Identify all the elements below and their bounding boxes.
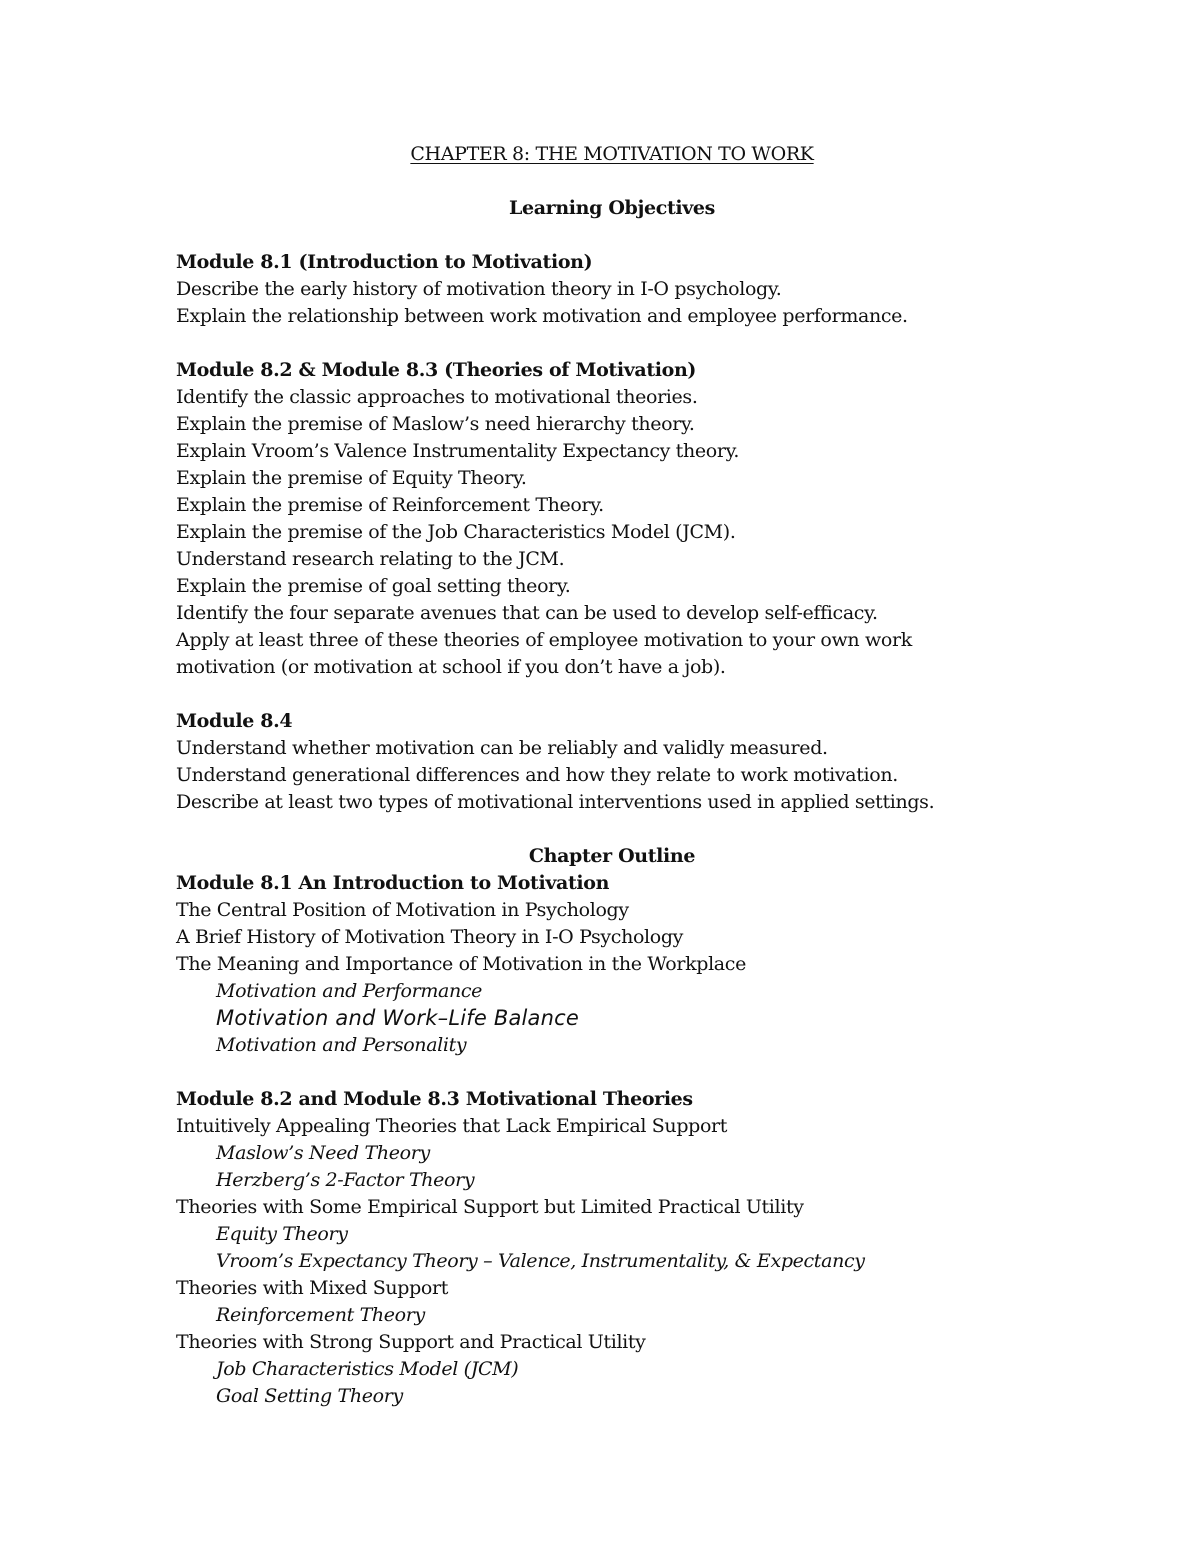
document-page xyxy=(176,141,1026,1410)
outline-subitem: Equity Theory xyxy=(216,1223,348,1245)
objective-item: Describe at least two types of motivational interventions used in applied settings. xyxy=(176,791,935,813)
spacer xyxy=(176,816,1026,843)
objective-item: Explain the premise of Maslow’s need hierarchy theory. xyxy=(176,413,695,435)
outline-item: The Meaning and Importance of Motivation in the Workplace xyxy=(176,953,746,975)
learning-objectives-heading: Learning Objectives xyxy=(508,197,716,219)
objective-item: Apply at least three of these theories of employee motivation to your own work motivation (or motivation at school if you don’t have a job). xyxy=(176,629,912,678)
outline-group: Theories with Mixed Support xyxy=(176,1277,449,1299)
objective-item: Describe the early history of motivation theory in I-O psychology. xyxy=(176,278,782,300)
module-heading: Module 8.2 & Module 8.3 (Theories of Motivation) xyxy=(176,359,697,381)
outline-subitem: Motivation and Work–Life Balance xyxy=(216,1006,579,1030)
objective-item: Explain the premise of the Job Characteristics Model (JCM). xyxy=(176,521,736,543)
outline-subitem: Job Characteristics Model (JCM) xyxy=(216,1358,519,1380)
objective-item: Understand generational differences and how they relate to work motivation. xyxy=(176,764,898,786)
outline-subitem: Goal Setting Theory xyxy=(216,1385,403,1407)
outline-group: Intuitively Appealing Theories that Lack Empirical Support xyxy=(176,1115,728,1137)
outline-subitem: Reinforcement Theory xyxy=(216,1304,425,1326)
objective-item: Explain Vroom’s Valence Instrumentality Expectancy theory. xyxy=(176,440,740,462)
objectives-module-8-4 xyxy=(176,708,1026,816)
objective-item: Identify the four separate avenues that can be used to develop self-efficacy. xyxy=(176,602,878,624)
outline-group: Theories with Some Empirical Support but Limited Practical Utility xyxy=(176,1196,804,1218)
outline-subitem: Motivation and Performance xyxy=(216,980,483,1002)
outline-group: Theories with Strong Support and Practical Utility xyxy=(176,1331,646,1353)
spacer xyxy=(176,1059,1026,1086)
spacer xyxy=(176,222,1026,249)
outline-subitem: Motivation and Personality xyxy=(216,1034,467,1056)
module-heading: Module 8.2 and Module 8.3 Motivational Theories xyxy=(176,1088,693,1110)
objective-item: Explain the premise of goal setting theory. xyxy=(176,575,571,597)
objectives-module-8-1 xyxy=(176,249,1026,330)
objectives-module-8-2-8-3 xyxy=(176,357,1026,681)
objective-item: Understand research relating to the JCM. xyxy=(176,548,565,570)
chapter-outline-heading: Chapter Outline xyxy=(528,845,696,867)
chapter-title: CHAPTER 8: THE MOTIVATION TO WORK xyxy=(410,143,814,165)
module-heading: Module 8.1 An Introduction to Motivation xyxy=(176,872,610,894)
objective-item: Identify the classic approaches to motivational theories. xyxy=(176,386,698,408)
module-heading: Module 8.1 (Introduction to Motivation) xyxy=(176,251,593,273)
module-heading: Module 8.4 xyxy=(176,710,293,732)
objective-item: Explain the relationship between work motivation and employee performance. xyxy=(176,305,908,327)
spacer xyxy=(176,681,1026,708)
spacer xyxy=(176,330,1026,357)
outline-subitem: Herzberg’s 2-Factor Theory xyxy=(216,1169,475,1191)
outline-subitem: Maslow’s Need Theory xyxy=(216,1142,430,1164)
objective-item: Explain the premise of Reinforcement Theory. xyxy=(176,494,604,516)
outline-module-8-2-8-3 xyxy=(176,1086,1026,1410)
outline-module-8-1 xyxy=(176,870,1026,1059)
outline-item: The Central Position of Motivation in Psychology xyxy=(176,899,629,921)
objective-item: Understand whether motivation can be reliably and validly measured. xyxy=(176,737,828,759)
outline-item: A Brief History of Motivation Theory in I-O Psychology xyxy=(176,926,684,948)
objective-item: Explain the premise of Equity Theory. xyxy=(176,467,527,489)
outline-subitem: Vroom’s Expectancy Theory – Valence, Instrumentality, & Expectancy xyxy=(216,1250,865,1272)
